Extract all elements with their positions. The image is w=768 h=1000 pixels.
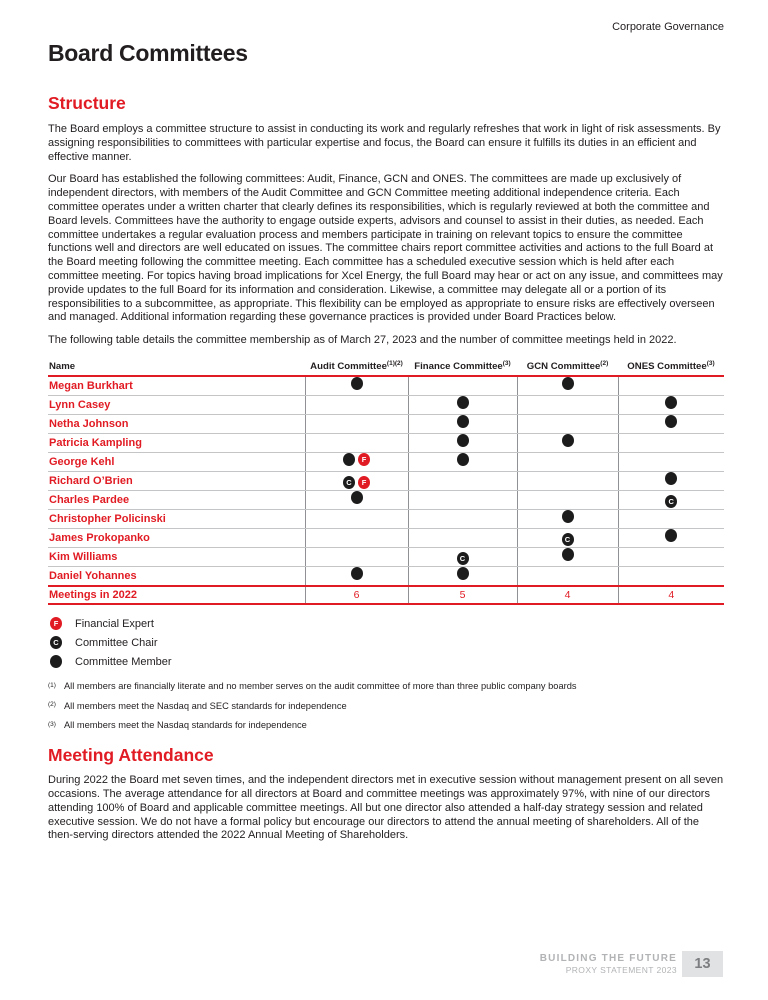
cell-name: James Prokopanko — [48, 529, 305, 548]
structure-paragraph-3: The following table details the committee membership as of March 27, 2023 and the number of committee meetings held in 2022. — [48, 334, 677, 347]
table-row — [48, 472, 724, 491]
page-title: Board Committees — [48, 40, 248, 66]
cell-audit — [305, 567, 408, 587]
cell-gcn — [517, 510, 618, 529]
committee-member-icon — [351, 567, 363, 580]
footnote-text: All members are financially literate and no member serves on the audit committee of more than three public company boards — [63, 681, 577, 692]
committee-member-icon — [665, 529, 677, 542]
footnote — [48, 701, 724, 711]
footnote-text: All members meet the Nasdaq and SEC standards for independence — [63, 700, 347, 711]
committee-member-icon — [562, 510, 574, 523]
cell-ones — [618, 510, 724, 529]
cell-audit — [305, 529, 408, 548]
committee-member-icon — [343, 453, 355, 466]
column-header-gcn: GCN Committee$^{(2)}$ — [517, 360, 618, 376]
table-row — [48, 376, 724, 396]
cell-ones — [618, 567, 724, 587]
cell-gcn — [517, 376, 618, 396]
table-row — [48, 434, 724, 453]
committee-member-icon — [457, 453, 469, 466]
committee-member-icon — [665, 396, 677, 409]
cell-finance — [408, 415, 517, 434]
badge-group — [457, 434, 469, 447]
legend-item — [48, 652, 724, 671]
cell-name: Charles Pardee — [48, 491, 305, 510]
cell-ones — [618, 491, 724, 510]
committee-member-icon — [50, 655, 62, 668]
cell-name: Christopher Policinski — [48, 510, 305, 529]
cell-gcn — [517, 529, 618, 548]
committee-membership-table — [48, 360, 724, 605]
committee-member-icon — [665, 472, 677, 485]
cell-gcn — [517, 472, 618, 491]
column-header-superscript: (3) — [502, 359, 511, 367]
badge-group — [665, 529, 677, 542]
cell-name: Megan Burkhart — [48, 376, 305, 396]
table-header-row — [48, 360, 724, 376]
cell-gcn — [517, 548, 618, 567]
structure-section-heading: Structure — [48, 93, 126, 113]
table-row — [48, 491, 724, 510]
badge-group — [351, 567, 363, 580]
column-header-superscript: (3) — [706, 359, 715, 367]
committee-chair-icon: C — [343, 476, 355, 489]
cell-ones — [618, 396, 724, 415]
badge-group — [665, 396, 677, 409]
badge-group — [343, 476, 370, 489]
cell-audit — [305, 510, 408, 529]
committee-member-icon — [562, 377, 574, 390]
corner-label: Corporate Governance — [612, 21, 724, 33]
badge-group — [562, 377, 574, 390]
badge-group — [457, 396, 469, 409]
cell-name: Netha Johnson — [48, 415, 305, 434]
cell-finance — [408, 434, 517, 453]
cell-ones — [618, 472, 724, 491]
meetings-count: 5 — [408, 586, 517, 604]
footnote-number: (1) — [48, 681, 56, 689]
meeting-attendance-paragraph: During 2022 the Board met seven times, and the independent directors met in executive session without management present on all seven occasions. The average attendance for all directors at Board and committee meetings was approximately 97%, with nine of our directors attending 100% of Board and applicable committee meetings. All but one director also attended a half-day strategy session and related executive session. We do not have a formal policy but encourage our directors to attend the annual meeting of shareholders. All of the then-serving directors attended the 2022 Annual Meeting of Shareholders. — [48, 774, 724, 842]
cell-gcn — [517, 567, 618, 587]
meetings-count: 4 — [517, 586, 618, 604]
page-content — [48, 0, 724, 843]
cell-finance — [408, 491, 517, 510]
cell-audit — [305, 415, 408, 434]
table-row — [48, 396, 724, 415]
cell-gcn — [517, 491, 618, 510]
cell-finance — [408, 529, 517, 548]
cell-finance — [408, 567, 517, 587]
table-row — [48, 567, 724, 587]
committee-member-icon — [351, 491, 363, 504]
badge-group — [343, 453, 370, 466]
table-row — [48, 510, 724, 529]
badge-group — [457, 567, 469, 580]
cell-ones — [618, 376, 724, 396]
cell-finance — [408, 396, 517, 415]
badge-group — [562, 533, 574, 546]
cell-ones — [618, 529, 724, 548]
footer-text-block — [540, 953, 677, 975]
badge-group — [665, 415, 677, 428]
badge-group — [351, 377, 363, 390]
page-footer — [540, 951, 723, 977]
cell-audit — [305, 472, 408, 491]
meetings-count: 6 — [305, 586, 408, 604]
cell-ones — [618, 453, 724, 472]
legend-label: Financial Expert — [75, 617, 154, 630]
badge-group — [351, 491, 363, 504]
table-row — [48, 415, 724, 434]
cell-finance — [408, 510, 517, 529]
badge-group — [457, 415, 469, 428]
meetings-count: 4 — [618, 586, 724, 604]
financial-expert-icon: F — [358, 476, 370, 489]
footnote — [48, 681, 724, 691]
column-header-name: Name — [48, 360, 305, 376]
cell-ones — [618, 415, 724, 434]
meetings-row-label: Meetings in 2022 — [48, 586, 305, 604]
committee-member-icon — [457, 415, 469, 428]
table-row — [48, 548, 724, 567]
cell-name: Daniel Yohannes — [48, 567, 305, 587]
committee-member-icon — [457, 396, 469, 409]
cell-name: Richard O’Brien — [48, 472, 305, 491]
column-header-superscript: (2) — [600, 359, 609, 367]
cell-name: Patricia Kampling — [48, 434, 305, 453]
cell-finance — [408, 472, 517, 491]
legend — [48, 614, 724, 671]
cell-gcn — [517, 453, 618, 472]
column-header-superscript: (1)(2) — [386, 359, 403, 367]
table-row — [48, 529, 724, 548]
legend-item — [48, 614, 724, 633]
badge-group — [665, 495, 677, 508]
committee-chair-icon: C — [50, 636, 62, 649]
cell-finance — [408, 548, 517, 567]
badge-group — [457, 552, 469, 565]
footer-tagline: BUILDING THE FUTURE — [539, 953, 677, 964]
badge-group — [665, 472, 677, 485]
badge-group — [457, 453, 469, 466]
financial-expert-icon: F — [358, 453, 370, 466]
cell-finance — [408, 453, 517, 472]
cell-finance — [408, 376, 517, 396]
meeting-attendance-heading: Meeting Attendance — [48, 745, 214, 766]
committee-member-icon — [665, 415, 677, 428]
committee-chair-icon: C — [665, 495, 677, 508]
cell-audit — [305, 548, 408, 567]
cell-name: George Kehl — [48, 453, 305, 472]
committee-member-icon — [562, 434, 574, 447]
committee-member-icon — [457, 434, 469, 447]
legend-label: Committee Member — [75, 655, 172, 668]
footnote-text: All members meet the Nasdaq standards for independence — [63, 720, 307, 731]
footnotes — [48, 681, 724, 730]
cell-audit — [305, 396, 408, 415]
footer-document-label: PROXY STATEMENT 2023 — [565, 965, 677, 975]
structure-paragraph-1: The Board employs a committee structure to assist in conducting its work and regularly refreshes that work in light of risk assessments. By assigning responsibilities to committees with particular expertise and focus, the Board can ensure it fulfills its duties in an efficient and effective manner. — [48, 123, 721, 163]
badge-group — [562, 548, 574, 561]
cell-audit — [305, 453, 408, 472]
committee-member-icon — [351, 377, 363, 390]
column-header-finance: Finance Committee$^{(3)}$ — [408, 360, 517, 376]
committee-member-icon — [562, 548, 574, 561]
column-header-audit: Audit Committee$^{(1)(2)}$ — [305, 360, 408, 376]
legend-item — [48, 633, 724, 652]
cell-ones — [618, 434, 724, 453]
badge-group — [562, 510, 574, 523]
cell-ones — [618, 548, 724, 567]
cell-name: Lynn Casey — [48, 396, 305, 415]
structure-paragraph-2: Our Board has established the following committees: Audit, Finance, GCN and ONES. The committees are made up exclusively of independent directors, with members of the Audit Committee and GCN Committee meeting additional independence criteria. Each committee operates under a written charter that clearly defines its responsibilities, which is regularly reviewed at both the committee and Board levels. Committees have the authority to engage outside experts, advisors and counsel to assist in their duties, as needed. Each committee undertakes a regular evaluation process and members participate in training on relevant topics to ensure the committee functions well and directors are well educated on issues. The committee chairs report committee activities and actions to the full Board at the Board meeting following the committee meeting. Each committee has a scheduled executive session which is held after each committee meeting. For topics having broad implications for Xcel Energy, the full Board may hear or act on any issue, and committees may provide updates to the full Board for its information and consideration. Likewise, a committee may delegate all or a portion of its responsibilities to a subcommittee, as appropriate. This flexibility can be employed as appropriate to ensure risks are effectively overseen and managed. Additional information regarding these governance practices is provided under Board Practices below. — [48, 173, 723, 324]
committee-member-icon — [457, 567, 469, 580]
cell-audit — [305, 376, 408, 396]
financial-expert-icon: F — [50, 617, 62, 630]
committee-chair-icon: C — [562, 533, 574, 546]
footnote-number: (3) — [48, 720, 56, 728]
cell-gcn — [517, 415, 618, 434]
cell-name: Kim Williams — [48, 548, 305, 567]
page-number-badge: 13 — [682, 951, 723, 977]
cell-audit — [305, 491, 408, 510]
cell-gcn — [517, 396, 618, 415]
legend-label: Committee Chair — [75, 636, 158, 649]
column-header-ones: ONES Committee$^{(3)}$ — [618, 360, 724, 376]
committee-chair-icon: C — [457, 552, 469, 565]
footnote-number: (2) — [48, 701, 56, 709]
cell-gcn — [517, 434, 618, 453]
badge-group — [562, 434, 574, 447]
cell-audit — [305, 434, 408, 453]
table-row — [48, 453, 724, 472]
footnote — [48, 720, 724, 730]
meetings-row — [48, 586, 724, 604]
